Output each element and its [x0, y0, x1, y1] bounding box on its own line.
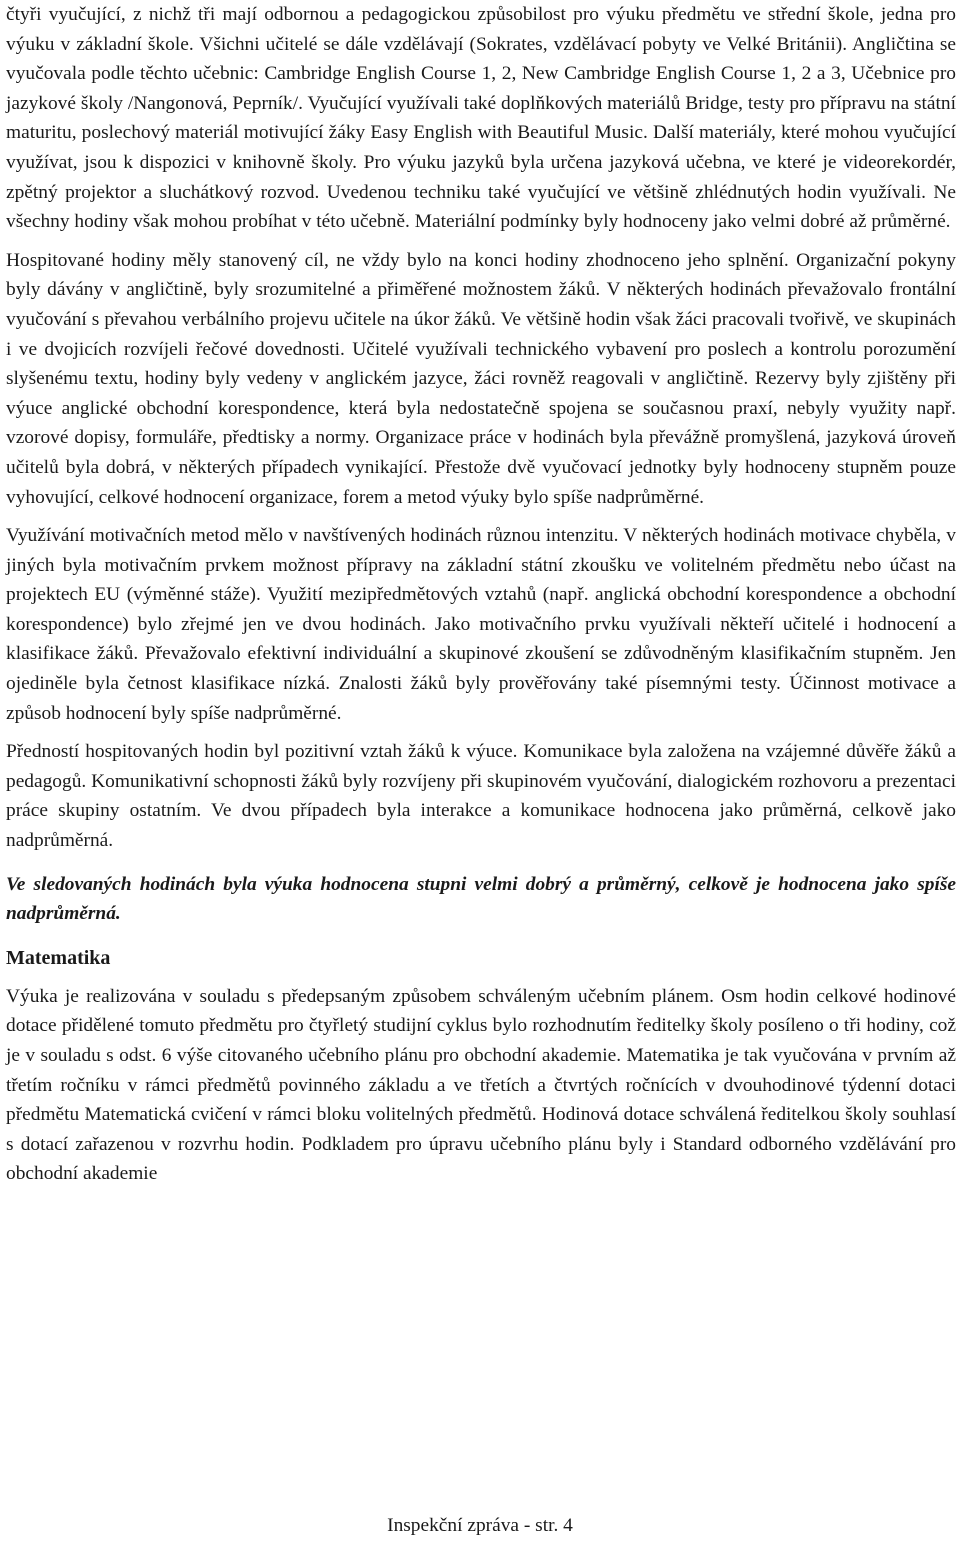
paragraph-communication: Předností hospitovaných hodin byl pozitivní vztah žáků k výuce. Komunikace byla založena na vzájemné důvěře žáků a pedagogů. Komunikativní schopnosti žáků byly rozvíjeny při skupinovém vyučování, dialogickém rozhovoru a prezentaci práce skupiny ostatním. Ve dvou případech byla interakce a komunikace hodnocena jako průměrná, celkově jako nadprůměrná. [6, 741, 956, 852]
conclusion-text: Ve sledovaných hodinách byla výuka hodnocena stupni velmi dobrý a průměrný, celkově je hodnocena jako spíše nadprůměrná. [6, 873, 956, 925]
paragraph-mathematics-curriculum: Výuka je realizována v souladu s předepsaným způsobem schváleným učebním plánem. Osm hodin celkové hodinové dotace přidělené tomuto předmětu pro čtyřletý studijní cyklus bylo rozhodnutím ředitelky školy posíleno o tři hodiny, což je v souladu s odst. 6 výše citovaného učebního plánu pro obchodní akademie. Matematika je tak vyučována v prvním až třetím ročníku v rámci předmětů povinného základu a ve třetích a čtvrtých ročnících v dvouhodinové týdenní dotaci předmětu Matematická cvičení v rámci bloku volitelných předmětů. Hodinová dotace schválená ředitelkou školy souhlasí s dotací zařazenou v rozvrhu hodin. Podkladem pro úpravu učebního plánu byly i Standard odborného vzdělávání pro obchodní akademie [6, 985, 956, 1185]
paragraph-english-materials: čtyři vyučující, z nichž tři mají odbornou a pedagogickou způsobilost pro výuku předmětu ve střední škole, jedna pro výuku v základní škole. Všichni učitelé se dále vzdělávají (Sokrates, vzdělávací pobyty ve Velké Británii). Angličtina se vyučovala podle těchto učebnic: Cambridge English Course 1, 2, New Cambridge English Course 1, 2 a 3, Učebnice pro jazykové školy /Nangonová, Peprník/. Vyučující využívali také doplňkových materiálů Bridge, testy pro přípravu na státní maturitu, poslechový materiál motivující žáky Easy English with Beautiful Music. Další materiály, které mohou vyučující využívat, jsou k dispozici v knihovně školy. Pro výuku jazyků byla určena jazyková učebna, ve které je videorekordér, zpětný projektor a sluchátkový rozvod. Uvedenou techniku také vyučující ve většině zhlédnutých hodin využívali. Ne všechny hodiny však mohou probíhat v této učebně. Materiální podmínky byly hodnoceny jako velmi dobré až průměrné. [6, 4, 956, 233]
paragraph-lesson-organization: Hospitované hodiny měly stanovený cíl, ne vždy bylo na konci hodiny zhodnoceno jeho splnění. Organizační pokyny byly dávány v angličtině, byly srozumitelné a přiměřené možnostem žáků. V některých hodinách převažovalo frontální vyučování s převahou verbálního projevu učitele na úkor žáků. Ve většině hodin však žáci pracovali tvořivě, ve skupinách i ve dvojicích rozvíjeli řečové dovednosti. Učitelé využívali technického vybavení pro poslech a kontrolu porozumění slyšenému textu, hodiny byly vedeny v anglickém jazyce, žáci rovněž reagovali v angličtině. Rezervy byly zjištěny při výuce anglické obchodní korespondence, která byla nedostatečně spojena se současnou praxí, nebyly využity např. vzorové dopisy, formuláře, předtisky a normy. Organizace práce v hodinách byla převážně promyšlená, jazyková úroveň učitelů byla dobrá, v některých případech vynikající. Přestože dvě vyučovací jednotky byly hodnoceny stupněm pouze vyhovující, celkové hodnocení organizace, forem a metod výuky bylo spíše nadprůměrné. [6, 249, 956, 508]
paragraph-gap [6, 973, 956, 982]
paragraph-gap [6, 856, 956, 870]
paragraph-motivation: Využívání motivačních metod mělo v navštívených hodinách různou intenzitu. V některých hodinách motivace chyběla, v jiných byla motivačním prvkem možnost přípravy na základní státní zkoušku ve volitelném předmětu nebo účast na projektech EU (výměnné stáže). Využití mezipředmětových vztahů (např. anglická obchodní korespondence a obchodní korespondence) bylo zřejmé jen ve dvou hodinách. Jako motivačního prvku využívali někteří učitelé i hodnocení a klasifikace žáků. Převažovalo efektivní individuální a skupinové zkoušení se zdůvodněným klasifikačním stupněm. Jen ojediněle byla četnost klasifikace nízká. Znalosti žáků byly prověřovány také písemnými testy. Účinnost motivace a způsob hodnocení byly spíše nadprůměrné. [6, 525, 956, 724]
document-page [6, 0, 956, 1189]
paragraph-gap [6, 237, 956, 246]
paragraph-gap [6, 512, 956, 521]
page-footer: Inspekční zpráva - str. 4 [387, 1515, 573, 1536]
paragraph-gap [6, 728, 956, 737]
section-heading-mathematics: Matematika [6, 946, 111, 969]
paragraph-gap [6, 929, 956, 943]
